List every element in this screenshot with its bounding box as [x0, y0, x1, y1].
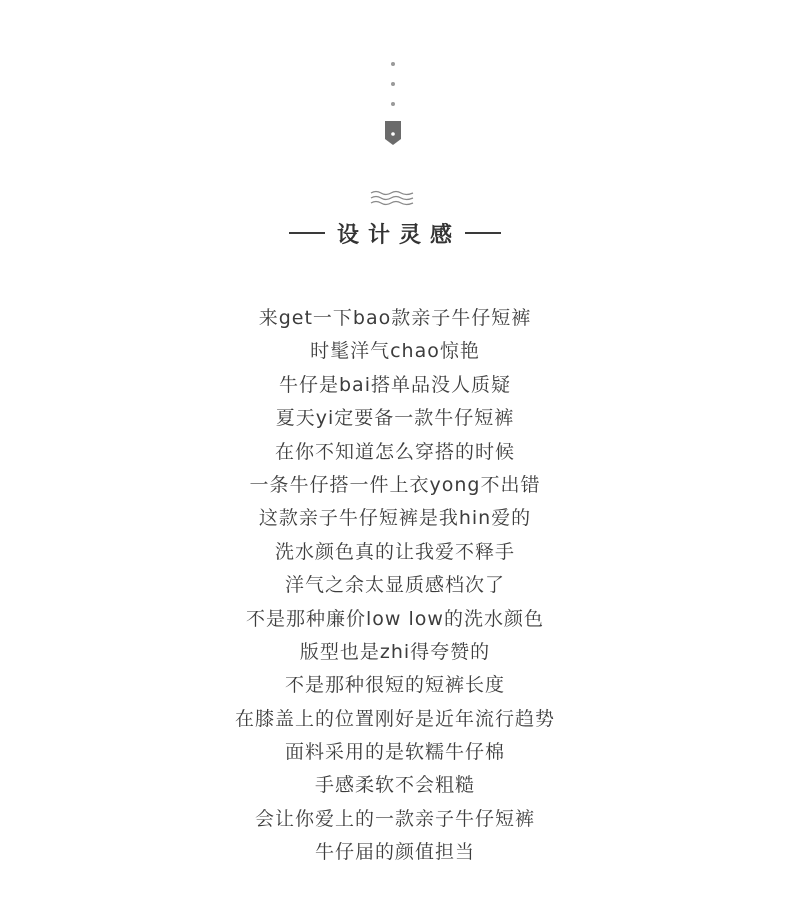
dot-icon	[391, 62, 395, 66]
text-line: 夏天yi定要备一款牛仔短裤	[275, 407, 515, 430]
decorative-header	[0, 0, 790, 160]
text-line: 洋气之余太显质感档次了	[284, 574, 505, 597]
dot-icon	[391, 82, 395, 86]
text-line: 在膝盖上的位置刚好是近年流行趋势	[234, 707, 555, 730]
tag-icon	[385, 121, 401, 145]
section-title-row	[0, 216, 790, 250]
text-line: 会让你爱上的一款亲子牛仔短裤	[254, 807, 535, 830]
wave-icon	[370, 190, 414, 206]
text-line: 在你不知道怎么穿搭的时候	[274, 440, 515, 463]
description-text	[0, 302, 790, 870]
title-divider-left	[289, 232, 325, 234]
text-line: 洗水颜色真的让我爱不释手	[274, 540, 515, 563]
text-line: 不是那种廉价low low的洗水颜色	[246, 607, 544, 630]
text-line: 时髦洋气chao惊艳	[310, 340, 480, 363]
text-line: 面料采用的是软糯牛仔棉	[284, 741, 505, 764]
text-line: 手感柔软不会粗糙	[314, 774, 475, 797]
section-title: 设计灵感	[336, 222, 461, 248]
title-divider-right	[465, 232, 501, 234]
text-line: 这款亲子牛仔短裤是我hin爱的	[258, 507, 532, 530]
text-line: 来get一下bao款亲子牛仔短裤	[258, 307, 532, 329]
text-line: 牛仔是bai搭单品没人质疑	[279, 373, 511, 396]
dot-icon	[391, 102, 395, 106]
text-line: 不是那种很短的短裤长度	[284, 674, 505, 697]
text-line: 版型也是zhi得夸赞的	[299, 640, 491, 663]
text-line: 牛仔届的颜值担当	[314, 841, 475, 864]
text-line: 一条牛仔搭一件上衣yong不出错	[249, 473, 541, 496]
